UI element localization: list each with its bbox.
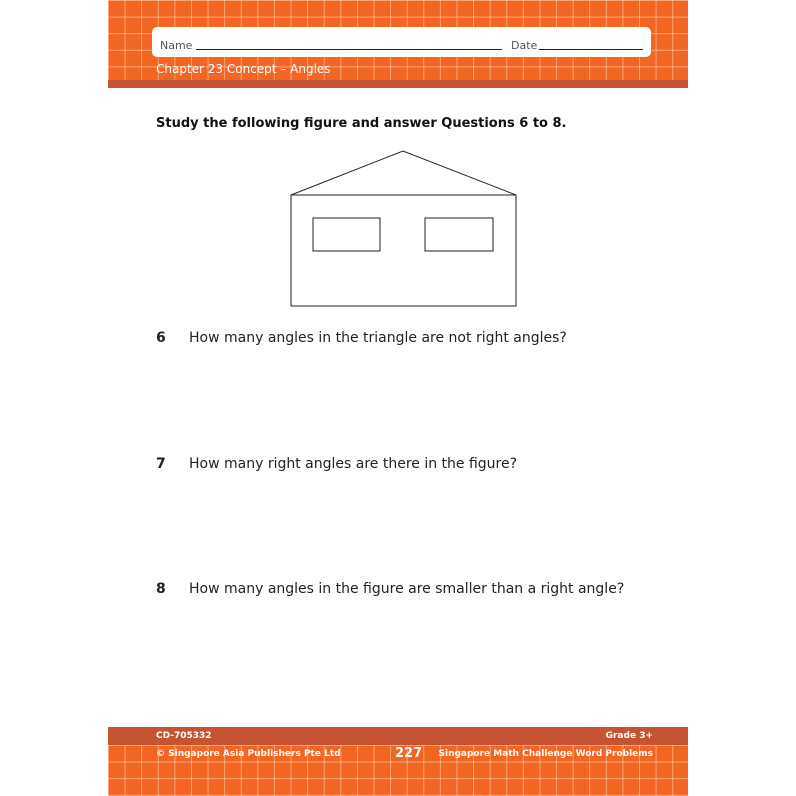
footer-band bbox=[108, 727, 688, 745]
roof-triangle bbox=[291, 151, 516, 195]
house-figure bbox=[108, 0, 688, 796]
right-window bbox=[425, 218, 493, 251]
name-label: Name bbox=[160, 39, 193, 52]
copyright: © Singapore Asia Publishers Pte Ltd bbox=[156, 749, 341, 759]
date-label: Date bbox=[511, 39, 538, 52]
question-8: 8 How many angles in the figure are smaller than a right angle? bbox=[156, 581, 625, 597]
question-6: 6 How many angles in the triangle are not right angles? bbox=[156, 330, 567, 346]
chapter-title: Chapter 23 Concept – Angles bbox=[156, 62, 331, 76]
page-number: 227 bbox=[395, 746, 423, 761]
instruction: Study the following figure and answer Questions 6 to 8. bbox=[156, 116, 567, 131]
footer bbox=[108, 745, 688, 796]
grade-label: Grade 3+ bbox=[605, 731, 653, 741]
question-7: 7 How many right angles are there in the figure? bbox=[156, 456, 518, 472]
left-window bbox=[313, 218, 380, 251]
series-title: Singapore Math Challenge Word Problems bbox=[438, 749, 653, 759]
worksheet-page bbox=[108, 0, 688, 796]
product-code: CD-705332 bbox=[156, 731, 212, 741]
